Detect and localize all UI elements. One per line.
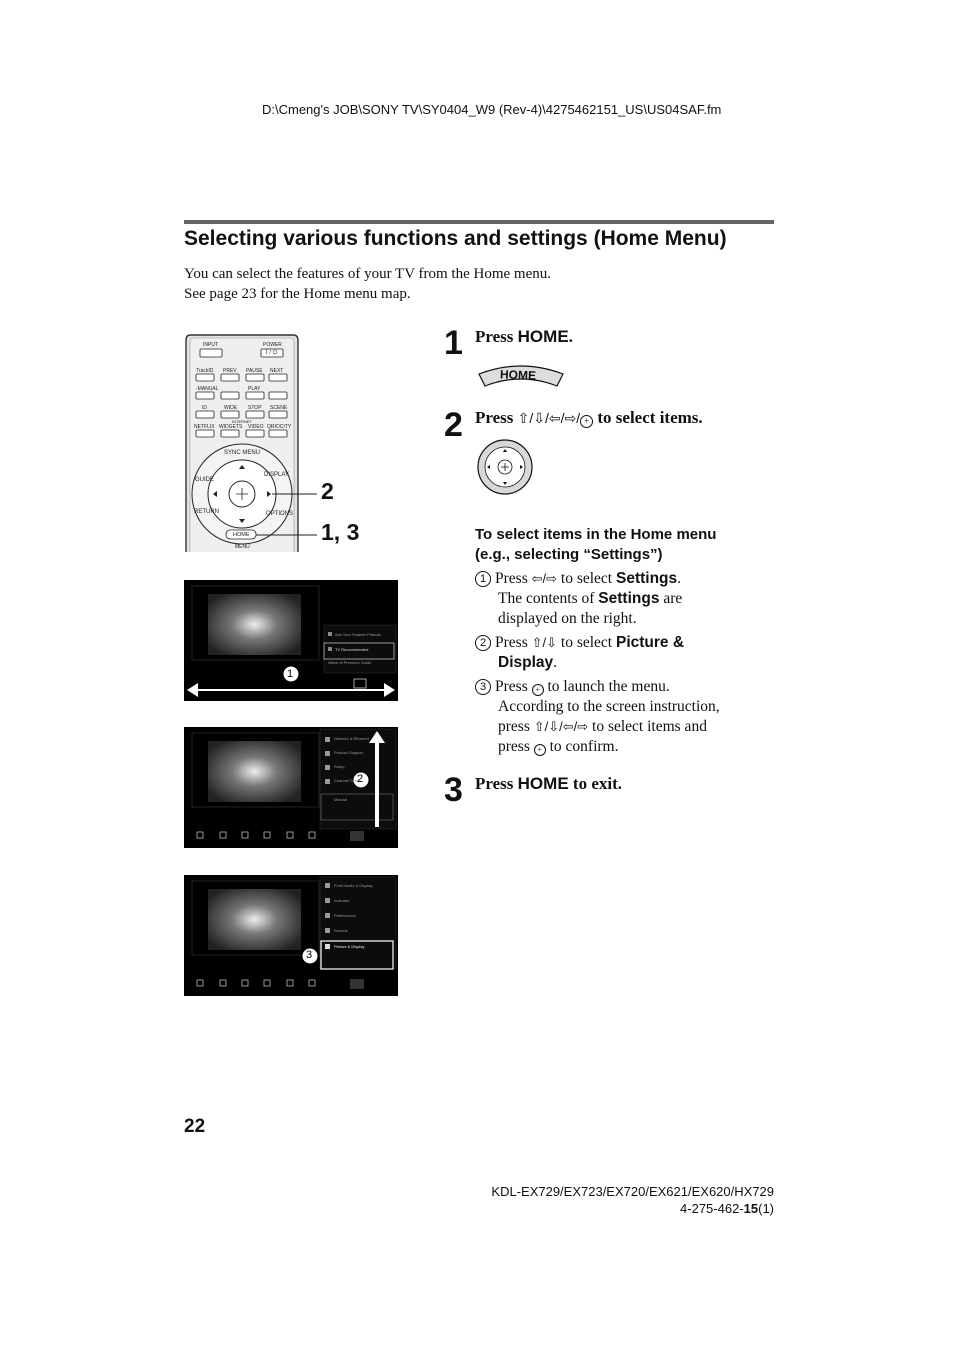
screen-1-graphic [184, 580, 398, 701]
screenshot-picture-display [184, 727, 398, 848]
pause-button[interactable]: PAUSE [246, 368, 263, 374]
screen-3-item-3: Preferences [334, 913, 356, 918]
callout-step-2: 2 [321, 478, 334, 504]
intro-text [184, 264, 551, 304]
file-path: D:\Cmeng's JOB\SONY TV\SY0404_W9 (Rev-4)\4275462151_US\US04SAF.fm [262, 102, 722, 117]
enter-icon: + [580, 415, 593, 428]
screen-1-item-2: TV Recommended [335, 647, 369, 652]
enter-icon: + [532, 684, 544, 696]
document-code: 4-275-462-15(1) [680, 1201, 774, 1216]
netflix-button[interactable]: NETFLIX [194, 424, 215, 430]
return-button[interactable]: RETURN [194, 509, 219, 515]
screen-1-item-3: Wave of Premium Guide [328, 660, 372, 665]
step-2-number: 2 [444, 406, 463, 444]
step-3-number: 3 [444, 771, 463, 809]
substep-2-marker: 2 [475, 635, 491, 651]
section-rule [184, 220, 774, 224]
input-button[interactable]: INPUT [203, 342, 218, 348]
menu-label: MENU [235, 544, 250, 550]
screen-2-item-4: Channel Setup [334, 778, 361, 783]
screen-3-graphic [184, 875, 398, 996]
substep-1-marker: 1 [475, 571, 491, 587]
stop-button[interactable]: STOP [248, 405, 262, 411]
screen-3-item-1: Front Audio & Display [334, 883, 373, 888]
wide-button[interactable]: WIDE [224, 405, 238, 411]
intro-line-1: You can select the features of your TV from the Home menu. [184, 266, 551, 282]
home-key-graphic: HOME [477, 362, 565, 388]
display-button[interactable]: DISPLAY [264, 472, 289, 478]
guide-button[interactable]: GUIDE [195, 477, 215, 483]
screen-3-marker: 3 [306, 949, 313, 961]
scene-button[interactable]: SCENE [270, 405, 288, 411]
dpad-icon [476, 438, 534, 496]
home-key-label: HOME [517, 327, 569, 346]
subsection-heading: To select items in the Home menu (e.g., selecting “Settings”) [475, 526, 717, 563]
power-button[interactable]: POWER [263, 342, 282, 348]
sync-menu-button[interactable]: SYNC MENU [224, 450, 261, 456]
home-key-label: HOME [517, 774, 569, 793]
page-number: 22 [184, 1116, 206, 1137]
remote-illustration [184, 334, 374, 552]
id-button[interactable]: ID [202, 405, 207, 411]
substep-3: 3 Press + to launch the menu. According to the screen instruction, press ⇧/⇩/⇦/⇨ to select items and press + to confirm. [475, 677, 760, 757]
screenshot-settings [184, 580, 398, 701]
screen-2-item-2: Product Support [334, 750, 363, 755]
substep-2: 2 Press ⇧/⇩ to select Picture & Display. [475, 633, 760, 673]
section-title: Selecting various functions and settings (Home Menu) [184, 227, 727, 250]
step-1-text: Press HOME. [475, 327, 573, 346]
screen-1-marker: 1 [287, 668, 294, 680]
manual-button[interactable]: -MANUAL [196, 386, 219, 392]
screen-2-item-1: Network & Ethernet [334, 736, 369, 741]
enter-icon: + [534, 744, 546, 756]
trackid-button[interactable]: TrackID [196, 368, 214, 374]
screen-3-item-5: Picture & Display [334, 944, 365, 949]
screen-3-item-2: Indicator [334, 898, 350, 903]
screen-2-item-5: Manual [334, 797, 348, 802]
options-button[interactable]: OPTIONS [266, 511, 294, 517]
intro-line-2: See page 23 for the Home menu map. [184, 286, 411, 302]
callout-steps-1-3: 1, 3 [321, 519, 360, 545]
screen-3-item-4: Sounds [334, 928, 348, 933]
qriocity-button[interactable]: QRIOCITY [267, 424, 292, 430]
widgets-button[interactable]: WIDGETS [219, 424, 243, 430]
screenshot-launch-menu [184, 875, 398, 996]
play-button[interactable]: PLAY [248, 386, 261, 392]
step-3-text: Press HOME to exit. [475, 774, 622, 793]
substep-1: 1 Press ⇦/⇨ to select Settings. The contents of Settings are displayed on the right. [475, 569, 760, 629]
arrow-keys-glyphs: ⇧/⇩/⇦/⇨/ [517, 410, 581, 426]
footer [491, 1183, 774, 1217]
substep-3-marker: 3 [475, 679, 491, 695]
power-symbol: I / ⏻ [266, 350, 278, 356]
screen-1-item-1: Ask Your Smarter Friends [335, 632, 381, 637]
screen-2-item-3: Setup [334, 764, 345, 769]
prev-button[interactable]: PREV [223, 368, 237, 374]
screen-2-graphic [184, 727, 398, 848]
model-list: KDL-EX729/EX723/EX720/EX621/EX620/HX729 [491, 1184, 774, 1199]
dpad-graphic [476, 438, 534, 496]
home-button[interactable]: HOME [233, 532, 250, 538]
video-button[interactable]: VIDEO [248, 424, 264, 430]
step-2-text: Press ⇧/⇩/⇦/⇨/ + to select items. [475, 408, 703, 427]
next-button[interactable]: NEXT [270, 368, 284, 374]
internet-label: INTERNET [232, 419, 252, 424]
screen-2-marker: 2 [357, 773, 364, 785]
step-1-number: 1 [444, 324, 463, 362]
